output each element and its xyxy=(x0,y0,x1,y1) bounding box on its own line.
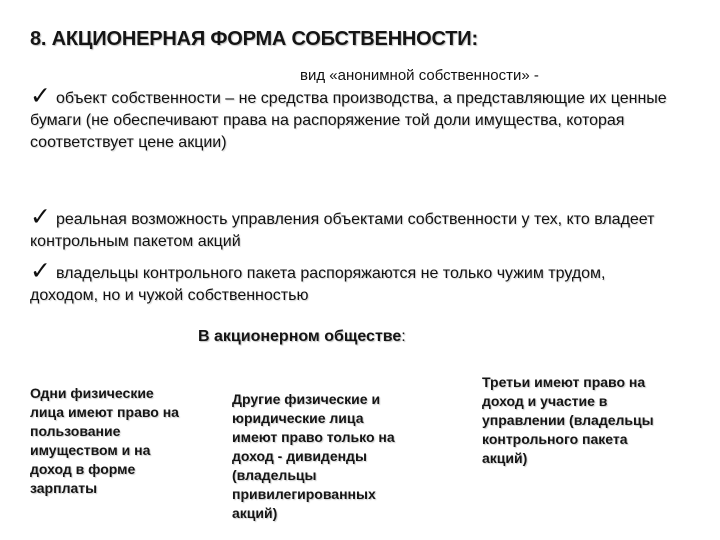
checkmark-icon: ✓ xyxy=(30,202,51,231)
bullet-text: объект собственности – не средства производства, а представляющие их ценные бумаги (не обеспечивают права на распоряжение той доли имущества, которая соответствует цене акции) xyxy=(30,90,667,151)
bullet-text: реальная возможность управления объектами собственности у тех, кто владеет контрольным пакетом акций xyxy=(30,211,655,250)
bullet-item xyxy=(30,81,670,154)
slide-title: 8. АКЦИОНЕРНАЯ ФОРМА СОБСТВЕННОСТИ: xyxy=(30,28,478,50)
society-heading-colon: : xyxy=(401,328,406,345)
society-heading-text: В акционерном обществе xyxy=(198,328,402,345)
column-first-owners: Одни физические лица имеют право на пользование имуществом и на доход в форме зарплаты xyxy=(30,385,179,496)
bullet-item xyxy=(30,256,670,307)
checkmark-icon: ✓ xyxy=(30,81,51,110)
society-heading xyxy=(198,328,406,346)
column-second-owners: Другие физические и юридические лица имеют право только на доход - дивиденды (владельцы привилегированных акций) xyxy=(232,391,395,521)
slide-subtitle: вид «анонимной собственности» - xyxy=(300,67,539,84)
checkmark-icon: ✓ xyxy=(30,256,51,285)
column-third-owners: Третьи имеют право на доход и участие в управлении (владельцы контрольного пакета акций) xyxy=(482,374,654,466)
bullet-text: владельцы контрольного пакета распоряжаются не только чужим трудом, доходом, но и чужой собственностью xyxy=(30,265,606,304)
bullet-item xyxy=(30,202,670,253)
